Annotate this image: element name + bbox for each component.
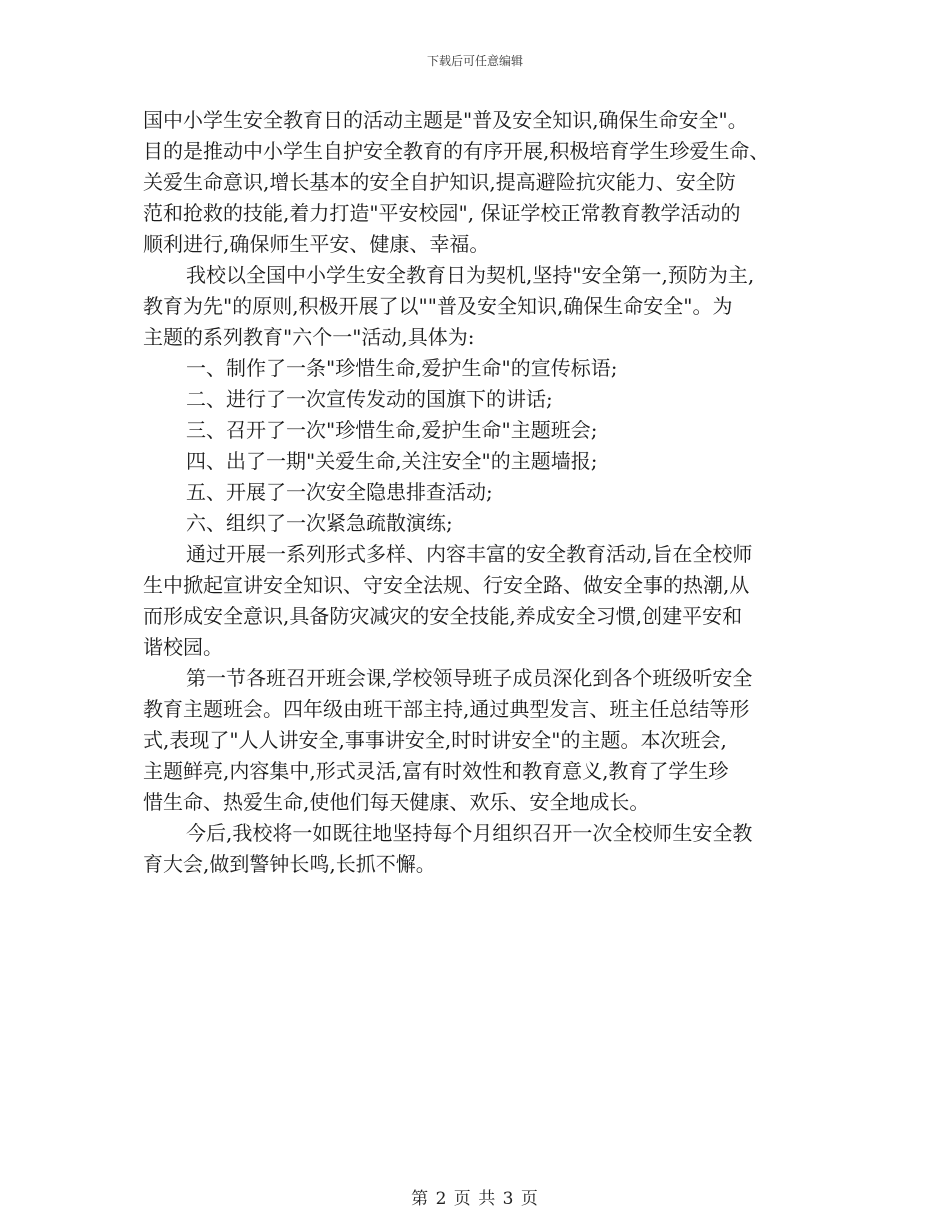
body-text-line: 第一节各班召开班会课,学校领导班子成员深化到各个班级听安全 [186,666,753,690]
body-text-line: 今后,我校将一如既往地坚持每个月组织召开一次全校师生安全教 [186,821,753,845]
body-text-line: 生中掀起宣讲安全知识、守安全法规、行安全路、做安全事的热潮,从 [143,573,750,597]
body-text-line: 四、出了一期"关爱生命,关注安全"的主题墙报; [186,449,598,473]
body-text-line: 教育为先"的原则,积极开展了以""普及安全知识,确保生命安全"。为 [143,294,733,318]
body-text-line: 主题鲜亮,内容集中,形式灵活,富有时效性和教育意义,教育了学生珍 [143,759,729,783]
body-text-line: 六、组织了一次紧急疏散演练; [186,511,453,535]
body-text-line: 二、进行了一次宣传发动的国旗下的讲话; [186,387,553,411]
body-text-line: 关爱生命意识,增长基本的安全自护知识,提高避险抗灾能力、安全防 [143,170,736,194]
body-text-line: 通过开展一系列形式多样、内容丰富的安全教育活动,旨在全校师 [186,542,753,566]
body-text-line: 主题的系列教育"六个一"活动,具体为: [143,325,475,349]
body-text-line: 国中小学生安全教育日的活动主题是"普及安全知识,确保生命安全"。 [143,108,748,132]
page-header: 下载后可任意编辑 [426,54,523,68]
body-text-line: 育大会,做到警钟长鸣,长抓不懈。 [143,852,436,876]
body-text-line: 教育主题班会。四年级由班干部主持,通过典型发言、班主任总结等形 [143,697,750,721]
body-text-line: 五、开展了一次安全隐患排查活动; [186,480,493,504]
body-text-line: 谐校园。 [143,635,223,659]
document-body [143,105,813,880]
body-text-line: 目的是推动中小学生自护安全教育的有序开展,积极培育学生珍爱生命、 [143,139,770,163]
body-text-line: 式,表现了"人人讲安全,事事讲安全,时时讲安全"的主题。本次班会, [143,728,727,752]
body-text-line: 一、制作了一条"珍惜生命,爱护生命"的宣传标语; [186,356,618,380]
body-text-line: 顺利进行,确保师生平安、健康、幸福。 [143,232,490,256]
page-number-footer: 第 2 页 共 3 页 [411,1189,539,1209]
body-text-line: 而形成安全意识,具备防灾减灾的安全技能,养成安全习惯,创建平安和 [143,604,743,628]
body-text-line: 我校以全国中小学生安全教育日为契机,坚持"安全第一,预防为主, [186,263,755,287]
body-text-line: 范和抢救的技能,着力打造"平安校园", 保证学校正常教育教学活动的 [143,201,741,225]
body-text-line: 惜生命、热爱生命,使他们每天健康、欢乐、安全地成长。 [143,790,650,814]
body-text-line: 三、召开了一次"珍惜生命,爱护生命"主题班会; [186,418,598,442]
